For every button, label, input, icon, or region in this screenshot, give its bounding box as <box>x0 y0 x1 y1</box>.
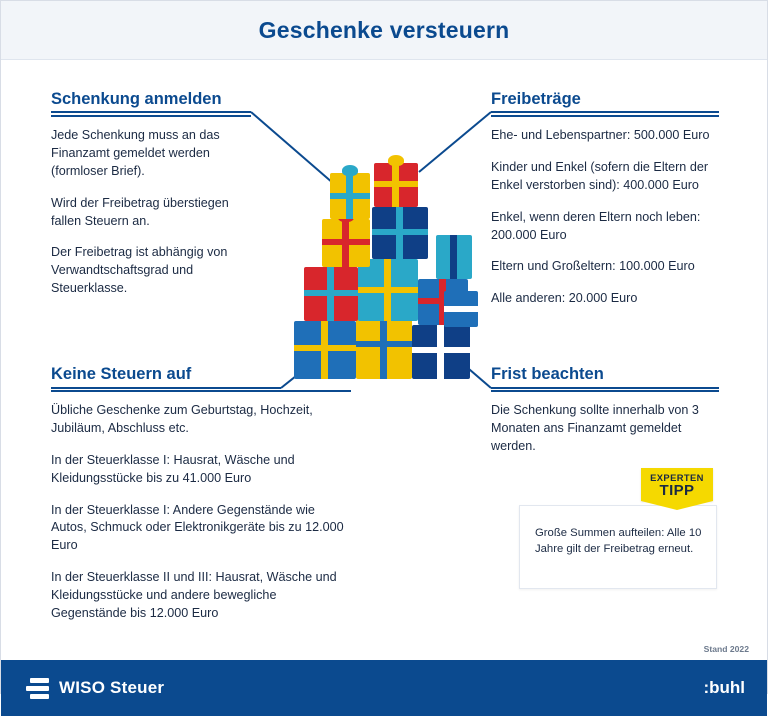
gift-box <box>356 311 412 379</box>
section-keine-steuern <box>51 365 351 623</box>
section-divider <box>51 390 351 392</box>
section-paragraph: Übliche Geschenke zum Geburtstag, Hochzeit, Jubiläum, Abschluss etc. <box>51 403 313 435</box>
wiso-logo-icon <box>23 675 49 701</box>
gift-ribbon-vertical <box>450 235 457 279</box>
section-divider <box>491 115 719 117</box>
gift-ribbon-horizontal <box>374 181 418 187</box>
footer-bar <box>1 660 767 716</box>
gift-ribbon-horizontal <box>372 229 428 235</box>
expert-tip-badge-line2: TIPP <box>659 482 695 499</box>
section-divider <box>491 390 719 392</box>
section-paragraph: Der Freibetrag ist abhängig von Verwandtschaftsgrad und Steuerklasse. <box>51 245 228 296</box>
gift-ribbon-horizontal <box>356 341 412 347</box>
content-canvas <box>1 60 767 660</box>
gift-ribbon-horizontal <box>444 306 478 312</box>
section-paragraph: Alle anderen: 20.000 Euro <box>491 291 638 306</box>
gift-box <box>372 207 428 259</box>
section-frist-beachten <box>491 365 719 456</box>
section-paragraph: In der Steuerklasse II und III: Hausrat, Wäsche und Kleidungsstücke und andere bewegliche Gegenstände bis 12.000 Euro <box>51 570 337 620</box>
gift-box <box>444 291 478 327</box>
section-schenkung-anmelden <box>51 90 251 298</box>
section-paragraph: Eltern und Großeltern: 100.000 Euro <box>491 259 695 274</box>
gift-box <box>330 173 370 219</box>
section-paragraph: In der Steuerklasse I: Andere Gegenstände wie Autos, Schmuck oder Elektronikgeräte bis zu 12.000 Euro <box>51 502 344 553</box>
expert-tip-text: Große Summen aufteilen: Alle 10 Jahre gilt der Freibetrag erneut. <box>535 527 702 555</box>
gift-ribbon-horizontal <box>294 345 356 351</box>
gift-bow <box>388 155 404 166</box>
section-paragraph: In der Steuerklasse I: Hausrat, Wäsche und Kleidungsstücke bis zu 41.000 Euro <box>51 452 295 485</box>
section-paragraph: Enkel, wenn deren Eltern noch leben: 200.000 Euro <box>491 209 701 242</box>
section-paragraph: Ehe- und Lebenspartner: 500.000 Euro <box>491 128 710 142</box>
section-paragraph: Jede Schenkung muss an das Finanzamt gemeldet werden (formloser Brief). <box>51 128 220 178</box>
brand-block <box>23 675 164 701</box>
section-paragraph: Kinder und Enkel (sofern die Eltern der Enkel verstorben sind): 400.000 Euro <box>491 159 709 192</box>
gift-ribbon-horizontal <box>304 290 358 296</box>
gift-ribbon-horizontal <box>412 347 470 353</box>
section-title-keine-steuern: Keine Steuern auf <box>51 365 192 383</box>
gift-box <box>304 267 358 321</box>
gift-ribbon-horizontal <box>358 287 418 293</box>
gift-box <box>412 325 470 379</box>
gift-box <box>436 235 472 279</box>
section-title-schenkung-anmelden: Schenkung anmelden <box>51 90 222 108</box>
section-paragraph: Die Schenkung sollte innerhalb von 3 Monaten ans Finanzamt gemeldet werden. <box>491 403 699 453</box>
stand-label: Stand 2022 <box>703 644 749 654</box>
gift-box <box>358 259 418 321</box>
section-paragraph: Wird der Freibetrag überstiegen fallen Steuern an. <box>51 195 229 228</box>
brand-name: WISO Steuer <box>59 678 165 697</box>
expert-tip-badge <box>641 468 713 501</box>
section-freibetraege <box>491 90 719 308</box>
gift-ribbon-horizontal <box>322 239 370 245</box>
gift-ribbon-horizontal <box>330 193 370 199</box>
expert-tip-badge-line1: EXPERTEN <box>650 472 704 483</box>
header-bar <box>1 1 767 60</box>
gift-bow <box>342 165 358 176</box>
page-title: Geschenke versteuern <box>258 16 510 43</box>
publisher-logo: :buhl <box>703 678 745 697</box>
gift-box <box>322 219 370 267</box>
gift-box <box>374 163 418 207</box>
section-title-freibetraege: Freibeträge <box>491 90 581 108</box>
section-divider <box>51 115 251 117</box>
section-title-frist-beachten: Frist beachten <box>491 365 604 383</box>
expert-tip-box <box>519 505 717 589</box>
